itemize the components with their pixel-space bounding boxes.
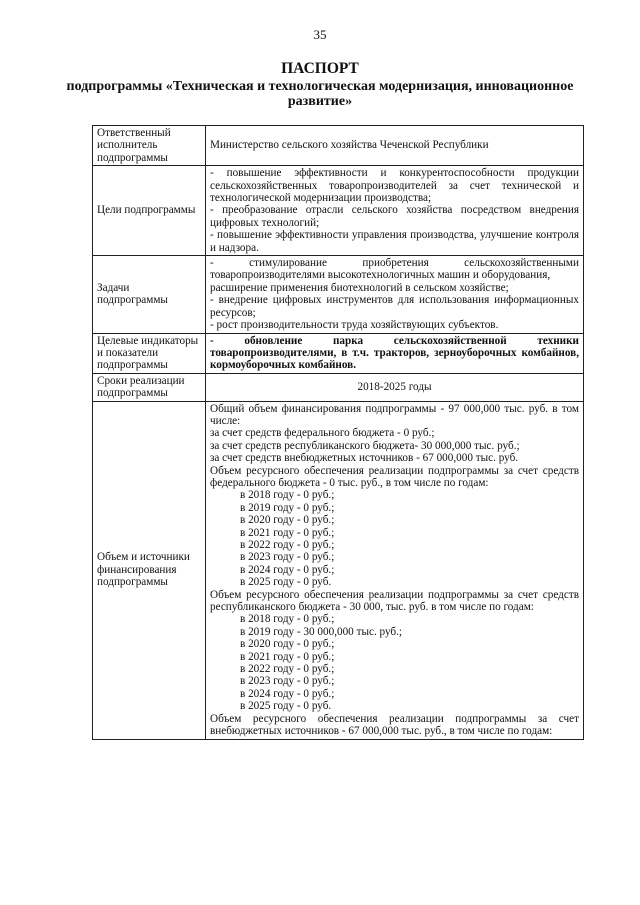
funding-source: за счет средств республиканского бюджета- 30 000,000 тыс. руб.; — [210, 439, 520, 452]
task-item: - стимулирование приобретения сельскохозяйственными товаропроизводителями высокотехнологичных машин и оборудования, — [210, 257, 579, 282]
table-row-tasks — [93, 256, 584, 333]
republic-header: Объем ресурсного обеспечения реализации подпрограммы за счет средств республиканского бюджета - 30 000, тыс. руб. в том числе по годам: — [210, 588, 579, 614]
republic-year-item: в 2025 году - 0 руб. — [240, 700, 332, 713]
federal-year-item: в 2023 году - 0 руб.; — [240, 551, 335, 564]
row-label-indicators: Целевые индикаторы и показатели подпрограммы — [93, 333, 206, 373]
table-row-funding — [93, 401, 584, 739]
document-title: ПАСПОРТ — [281, 60, 359, 77]
republic-year-item: в 2018 году - 0 руб.; — [240, 613, 335, 626]
row-label-funding: Объем и источники финансирования подпрограммы — [93, 401, 206, 739]
passport-table — [92, 125, 584, 740]
republic-year-item: в 2024 году - 0 руб.; — [240, 687, 335, 700]
table-row-indicators — [93, 333, 584, 373]
task-item: - внедрение цифровых инструментов для использования информационных ресурсов; — [210, 294, 579, 319]
federal-year-item: в 2018 году - 0 руб.; — [240, 489, 335, 502]
goal-item: - повышение эффективности и конкурентоспособности продукции сельскохозяйственных товаропроизводителей за счет технической и технологической модернизации производства; — [210, 167, 579, 205]
row-value-executor: Министерство сельского хозяйства Чеченской Республики — [206, 126, 584, 166]
republic-year-item: в 2023 году - 0 руб.; — [240, 675, 335, 688]
row-value-indicators: - обновление парка сельскохозяйственной техники товаропроизводителями, в т.ч. тракторов, зерноуборочных комбайнов, кормоуборочных комбайнов. — [206, 333, 584, 373]
table-row-executor — [93, 126, 584, 166]
funding-source: за счет средств внебюджетных источников - 67 000,000 тыс. руб. — [210, 452, 519, 465]
table-row-goals — [93, 166, 584, 256]
table-row-terms — [93, 373, 584, 401]
federal-year-item: в 2022 году - 0 руб.; — [240, 539, 335, 551]
republic-year-item: в 2019 году - 30 000,000 тыс. руб.; — [240, 625, 403, 638]
funding-intro: Общий объем финансирования подпрограммы - 97 000,000 тыс. руб. в том числе: — [210, 402, 579, 427]
republic-year-item: в 2022 году - 0 руб.; — [240, 663, 335, 676]
goal-item: - повышение эффективности управления производства, улучшение контроля и надзора. — [210, 229, 579, 254]
republic-year-item: в 2020 году - 0 руб.; — [240, 638, 335, 651]
federal-year-item: в 2020 году - 0 руб.; — [240, 514, 335, 527]
row-label-tasks: Задачи подпрограммы — [93, 256, 206, 333]
document-subtitle: подпрограммы «Техническая и технологическая модернизация, инновационное развитие» — [66, 79, 574, 109]
task-item: расширение применения биотехнологий в сельском хозяйстве; — [210, 281, 509, 294]
row-label-terms: Сроки реализации подпрограммы — [93, 373, 206, 401]
federal-year-item: в 2024 году - 0 руб.; — [240, 563, 335, 576]
row-value-terms: 2018-2025 годы — [206, 373, 584, 401]
funding-source: за счет средств федерального бюджета - 0 руб.; — [210, 427, 435, 440]
row-value-funding — [206, 401, 584, 739]
federal-year-item: в 2021 году - 0 руб.; — [240, 526, 335, 539]
task-item: - рост производительности труда хозяйствующих субъектов. — [210, 319, 499, 332]
federal-year-item: в 2019 году - 0 руб.; — [240, 501, 335, 514]
row-value-goals — [206, 166, 584, 256]
republic-year-item: в 2021 году - 0 руб.; — [240, 650, 335, 663]
row-label-goals: Цели подпрограммы — [93, 166, 206, 256]
row-label-executor: Ответственный исполнитель подпрограммы — [93, 126, 206, 166]
page-number: 35 — [313, 27, 327, 42]
extra-budget-header: Объем ресурсного обеспечения реализации подпрограммы за счет внебюджетных источников - 67 000,000 тыс. руб., в том числе по годам: — [210, 712, 579, 738]
goal-item: - преобразование отрасли сельского хозяйства посредством внедрения цифровых технологий; — [210, 204, 579, 229]
federal-header: Объем ресурсного обеспечения реализации подпрограммы за счет средств федерального бюджета - 0 тыс. руб., в том числе по годам: — [210, 464, 579, 489]
federal-year-item: в 2025 году - 0 руб. — [240, 576, 332, 589]
row-value-tasks — [206, 256, 584, 333]
